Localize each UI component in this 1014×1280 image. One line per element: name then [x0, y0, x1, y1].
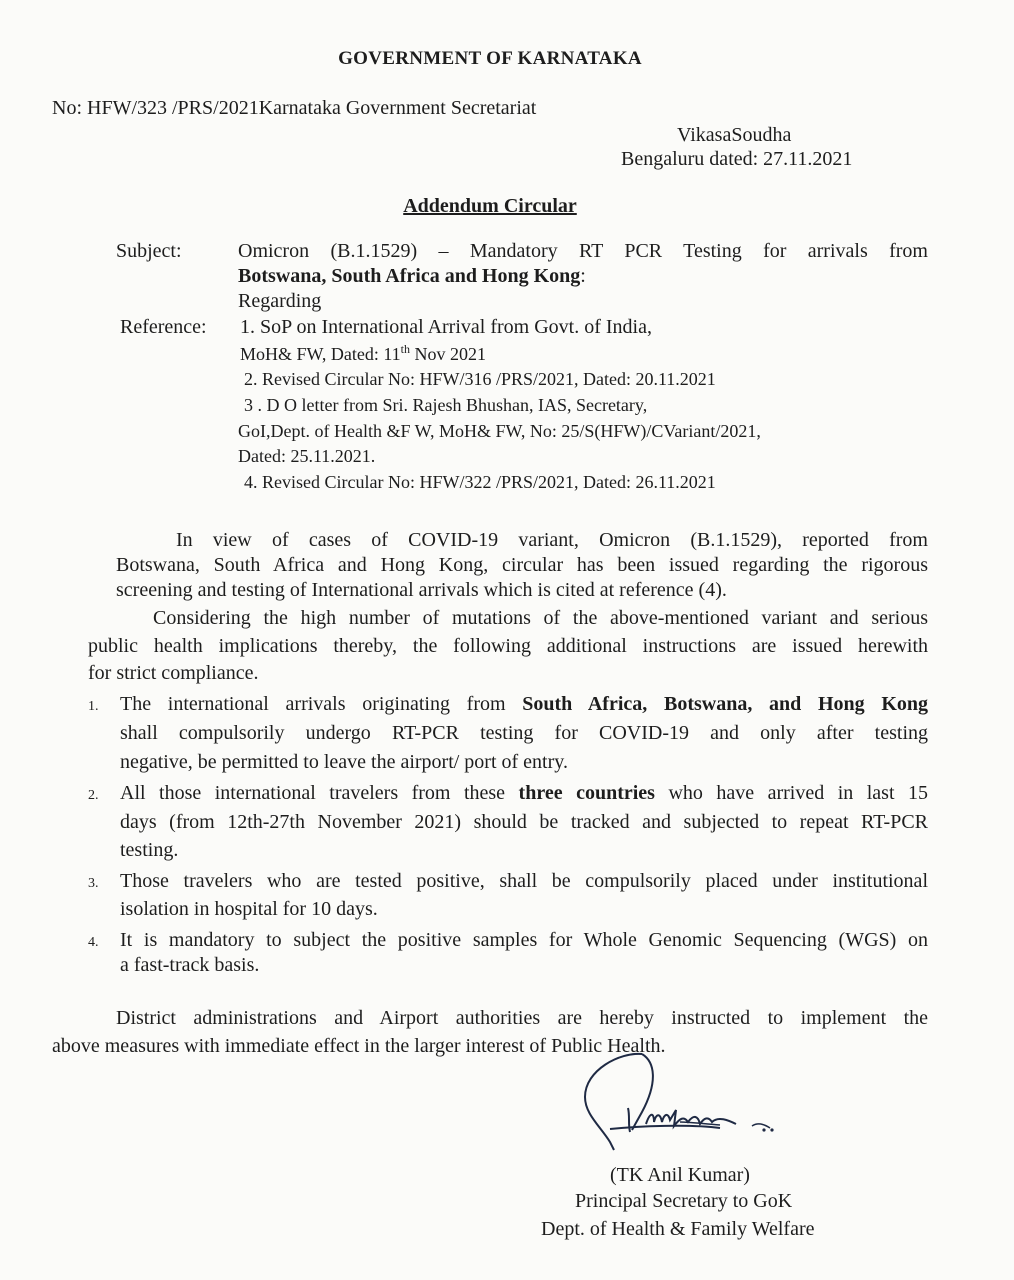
instruction-3-number: 3.	[88, 876, 99, 891]
instruction-2-number: 2.	[88, 788, 99, 803]
circular-title: Addendum Circular	[403, 195, 577, 217]
instruction-2-line-1: All those international travelers from these three countries who have arrived in last 15	[120, 782, 928, 804]
instruction-2-line-3: testing.	[120, 839, 179, 861]
signatory-name: (TK Anil Kumar)	[610, 1164, 750, 1186]
subject-label: Subject:	[116, 240, 182, 262]
reference-1-line-2: MoH& FW, Dated: 11th Nov 2021	[240, 342, 487, 364]
reference-4: 4. Revised Circular No: HFW/322 /PRS/2021, Dated: 26.11.2021	[244, 472, 716, 492]
reference-3-line-1: 3 . D O letter from Sri. Rajesh Bhushan, IAS, Secretary,	[244, 395, 648, 415]
instruction-1-countries: South Africa, Botswana, and Hong Kong	[522, 693, 929, 715]
paragraph-2-line-3: for strict compliance.	[88, 662, 259, 684]
instruction-1-line-1: The international arrivals originating from South Africa, Botswana, and Hong Kong	[120, 693, 929, 715]
instruction-1-line-3: negative, be permitted to leave the airport/ port of entry.	[120, 751, 568, 773]
signatory-department: Dept. of Health & Family Welfare	[541, 1218, 815, 1240]
instruction-3-line-1: Those travelers who are tested positive, shall be compulsorily placed under institutional	[120, 870, 928, 892]
paragraph-2-line-1: Considering the high number of mutations of the above-mentioned variant and serious	[153, 607, 928, 629]
reference-number-line: No: HFW/323 /PRS/2021Karnataka Government Secretariat	[52, 97, 537, 119]
reference-label: Reference:	[120, 316, 207, 338]
instruction-2-line-2: days (from 12th-27th November 2021) should be tracked and subjected to repeat RT-PCR	[120, 811, 928, 833]
subject-countries: Botswana, South Africa and Hong Kong	[238, 265, 581, 287]
issue-date: Bengaluru dated: 27.11.2021	[621, 148, 853, 170]
handwritten-signature	[580, 1052, 790, 1152]
instruction-4-line-2: a fast-track basis.	[120, 954, 260, 976]
paragraph-2-line-2: public health implications thereby, the following additional instructions are issued herewith	[88, 635, 928, 657]
closing-line-2: above measures with immediate effect in the larger interest of Public Health.	[52, 1035, 666, 1057]
instruction-1-number: 1.	[88, 699, 99, 714]
reference-3-line-3: Dated: 25.11.2021.	[238, 446, 376, 466]
subject-line-1: Omicron (B.1.1529) – Mandatory RT PCR Testing for arrivals from	[238, 240, 928, 262]
paragraph-1-line-2: Botswana, South Africa and Hong Kong, circular has been issued regarding the rigorous	[116, 554, 928, 576]
subject-line-3: Regarding	[238, 290, 322, 312]
reference-2: 2. Revised Circular No: HFW/316 /PRS/2021, Dated: 20.11.2021	[244, 369, 716, 389]
closing-line-1: District administrations and Airport authorities are hereby instructed to implement the	[116, 1007, 928, 1029]
subject-line-2: Botswana, South Africa and Hong Kong:	[238, 265, 586, 287]
paragraph-1-line-1: In view of cases of COVID-19 variant, Omicron (B.1.1529), reported from	[176, 529, 928, 551]
reference-1-line-1: 1. SoP on International Arrival from Govt. of India,	[240, 316, 652, 338]
instruction-4-number: 4.	[88, 935, 99, 950]
instruction-2-countries: three countries	[518, 782, 655, 804]
signatory-designation: Principal Secretary to GoK	[575, 1190, 793, 1212]
reference-3-line-2: GoI,Dept. of Health &F W, MoH& FW, No: 25/S(HFW)/CVariant/2021,	[238, 421, 761, 441]
instruction-4-line-1: It is mandatory to subject the positive samples for Whole Genomic Sequencing (WGS) on	[120, 929, 928, 951]
office-place: VikasaSoudha	[677, 124, 792, 146]
paragraph-1-line-3: screening and testing of International arrivals which is cited at reference (4).	[116, 579, 727, 601]
instruction-3-line-2: isolation in hospital for 10 days.	[120, 898, 378, 920]
instruction-1-line-2: shall compulsorily undergo RT-PCR testing for COVID-19 and only after testing	[120, 722, 928, 744]
government-heading: GOVERNMENT OF KARNATAKA	[338, 48, 642, 69]
